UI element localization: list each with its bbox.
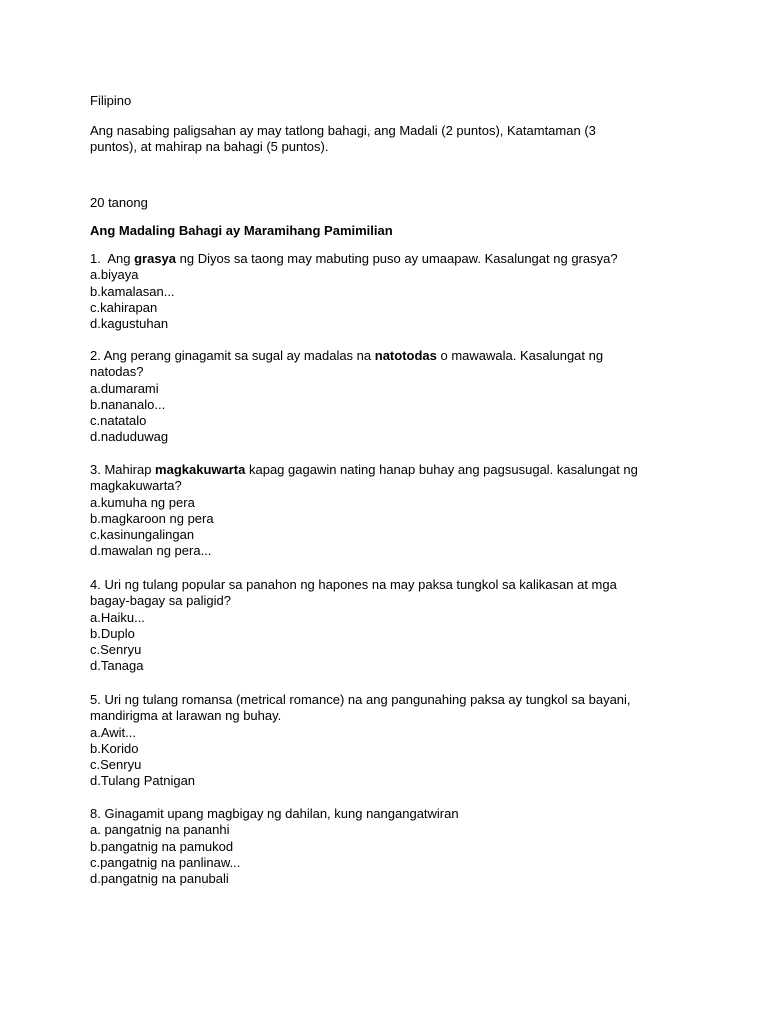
choice: d.naduduwag [90, 429, 169, 445]
question-5 [90, 692, 690, 790]
choice: b.nananalo... [90, 396, 166, 412]
intro-line: puntos), at mahirap na bahagi (5 puntos). [90, 139, 329, 155]
stem-keyword: grasya [134, 251, 177, 266]
section-heading-text: Ang Madaling Bahagi ay Maramihang Pamimilian [90, 223, 393, 238]
stem-keyword: natotodas [374, 348, 437, 363]
question-stem: 5. Uri ng tulang romansa (metrical romance) na ang pangunahing paksa ay tungkol sa bayani, [90, 692, 631, 707]
choice: b.magkaroon ng pera [90, 510, 214, 526]
section-heading [90, 223, 690, 239]
question-stem-continuation: mandirigma at larawan ng buhay. [90, 708, 282, 724]
question-4 [90, 577, 690, 675]
choice: d.Tulang Patnigan [90, 773, 196, 789]
stem-prefix: 3. Mahirap [90, 462, 156, 477]
choice: b.kamalasan... [90, 283, 175, 299]
question-8 [90, 806, 690, 887]
stem-prefix: 2. Ang perang ginagamit sa sugal ay madalas na [90, 348, 375, 363]
choice: c.kahirapan [90, 299, 158, 315]
stem-suffix: ng Diyos sa taong may mabuting puso ay umaapaw. Kasalungat ng grasya? [176, 251, 618, 266]
choice: d.Tanaga [90, 658, 144, 674]
question-stem [90, 348, 690, 364]
intro-paragraph [90, 123, 690, 156]
choice: a.dumarami [90, 380, 159, 396]
question-3 [90, 462, 690, 560]
choice: c.Senryu [90, 642, 142, 658]
choice: a.Haiku... [90, 609, 145, 625]
choice: b.Duplo [90, 625, 135, 641]
choice: c.kasinungalingan [90, 527, 195, 543]
choice: c.Senryu [90, 757, 142, 773]
intro-line: Ang nasabing paligsahan ay may tatlong bahagi, ang Madali (2 puntos), Katamtaman (3 [90, 123, 596, 138]
choice: a.kumuha ng pera [90, 494, 195, 510]
choice: d.pangatnig na panubali [90, 871, 229, 887]
choice: b.Korido [90, 740, 139, 756]
question-stem-continuation: magkakuwarta? [90, 478, 182, 494]
stem-keyword: magkakuwarta [155, 462, 246, 477]
stem-suffix: o mawawala. Kasalungat ng [436, 348, 604, 363]
stem-prefix: 1. Ang [90, 251, 135, 266]
choice: a.biyaya [90, 267, 139, 283]
question-count-text: 20 tanong [90, 195, 148, 210]
question-2 [90, 348, 690, 446]
question-stem-continuation: natodas? [90, 364, 144, 380]
choice: c.pangatnig na panlinaw... [90, 854, 241, 870]
question-stem [90, 462, 690, 478]
subject-text: Filipino [90, 93, 132, 108]
question-1 [90, 251, 690, 332]
question-count [90, 195, 690, 211]
subject-title [90, 93, 690, 109]
choice: c.natatalo [90, 413, 147, 429]
stem-suffix: kapag gagawin nating hanap buhay ang pagsusugal. kasalungat ng [245, 462, 638, 477]
choice: d.mawalan ng pera... [90, 543, 212, 559]
question-stem [90, 251, 690, 267]
question-stem: 4. Uri ng tulang popular sa panahon ng hapones na may paksa tungkol sa kalikasan at mga [90, 577, 617, 592]
choice: d.kagustuhan [90, 316, 169, 332]
choice: a.Awit... [90, 724, 137, 740]
question-stem-continuation: bagay-bagay sa paligid? [90, 593, 231, 609]
question-stem: 8. Ginagamit upang magbigay ng dahilan, kung nangangatwiran [90, 806, 459, 821]
choice: a. pangatnig na pananhi [90, 822, 230, 838]
choice: b.pangatnig na pamukod [90, 838, 234, 854]
